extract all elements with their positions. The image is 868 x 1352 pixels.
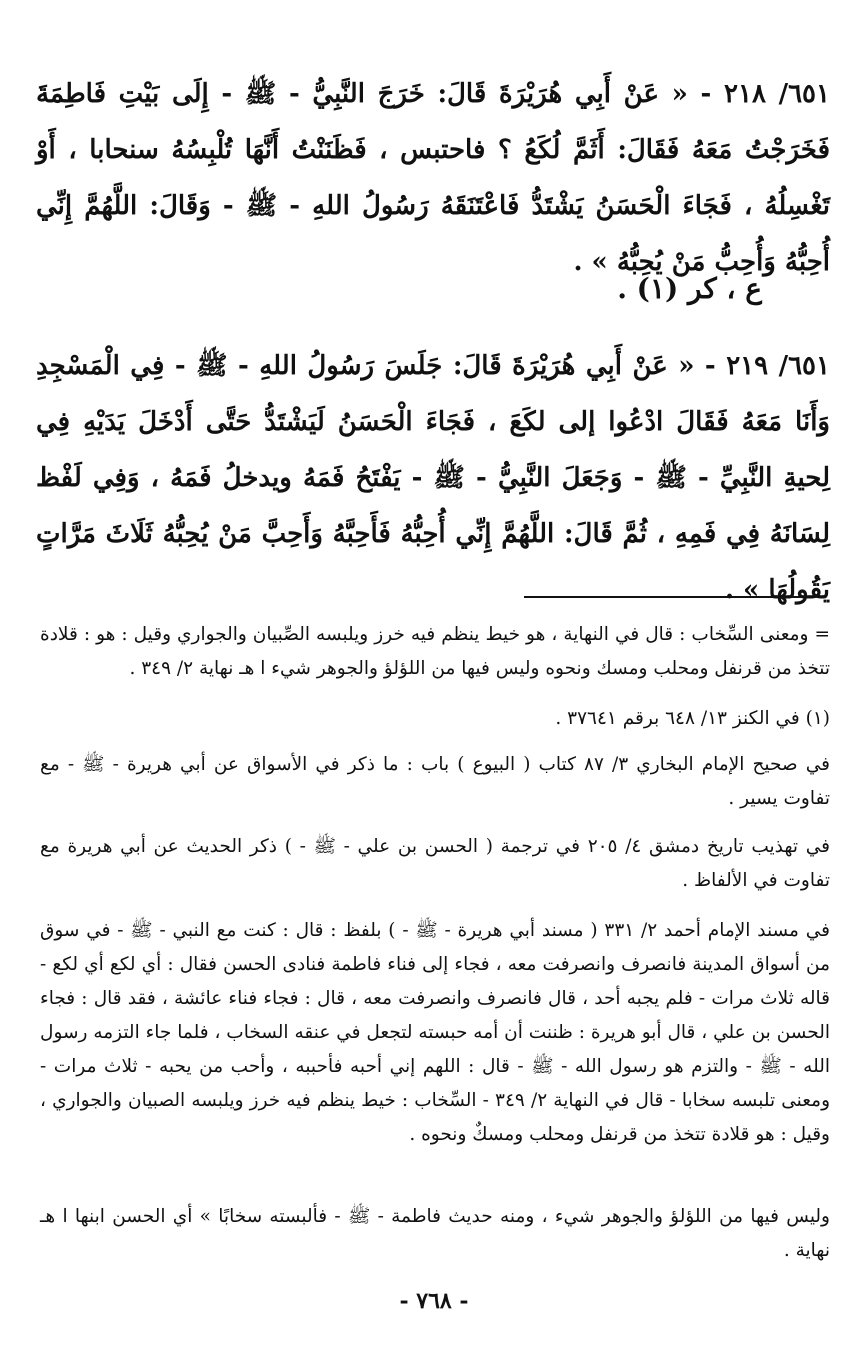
- footnote-musnad-ahmad: في مسند الإمام أحمد ٢/ ٣٣١ ( مسند أبي هريرة - ﷺ - ) بلفظ : قال : كنت مع النبي - ﷺ - في سوق من أسواق المدينة فانصرف وانصرفت معه ، فجاء إلى فناء فاطمة فنادى الحسن فقال : أي لكع أي لكع - قاله ثلاث مرات - فلم يجبه أحد ، قال فانصرف وانصرفت معه ، قال : فجاء فناء عائشة ، فقد قال : فجاء الحسن بن علي ، قال أبو هريرة : ظننت أن أمه حبسته لتجعل في عنقه السخاب ، فلما جاء التزمه رسول الله - ﷺ - والتزم هو رسول الله - ﷺ - قال : اللهم إني أحبه فأحببه ، وأحب من يحبه - ثلاث مرات - ومعنى تلبسه سخابا - قال في النهاية ٢/ ٣٤٩ - السِّخاب : خيط ينظم فيه خرز ويلبسه الصبيان والجواري ، وقيل : هو قلادة تتخذ من قرنفل ومحلب ومسكٌ ونحوه .: [40, 920, 831, 1145]
- footnote-bukhari: في صحيح الإمام البخاري ٣/ ٨٧ كتاب ( البيوع ) باب : ما ذكر في الأسواق عن أبي هريرة - ﷺ - مع تفاوت يسير .: [40, 754, 830, 809]
- footnote-1: (١) في الكنز ١٣/ ٦٤٨ برقم ٣٧٦٤١ .: [555, 708, 830, 729]
- footnote-nihaya: وليس فيها من اللؤلؤ والجوهر شيء ، ومنه حديث فاطمة - ﷺ - فألبسته سخابًا » أي الحسن ابنها ا هـ نهاية .: [40, 1206, 830, 1261]
- hadith-219: ٦٥١/ ٢١٩ - « عَنْ أَبِي هُرَيْرَةَ قَالَ: جَلَسَ رَسُولُ اللهِ - ﷺ - فِي الْمَسْجِدِ وَأَنَا مَعَهُ فَقَالَ ادْعُوا إلى لكَعَ ، فَجَاءَ الْحَسَنُ لَيَشْتَدُّ حَتَّى أَدْخَلَ يَدَيْهِ فِي لِحيةِ النَّبِيِّ - ﷺ - وَجَعَلَ النَّبِيُّ - ﷺ - يَفْتَحُ فَمَهُ ويدخلُ فَمَهُ ، وَفِي لَفْظ لِسَانَهُ فِي فَمِهِ ، ثُمَّ قَالَ: اللَّهُمَّ إِنِّي أُحِبُّهُ فَأَحِبَّهُ وَأَحِبَّ مَنْ يُحِبُّهُ ثَلَاثَ مَرَّاتٍ يَقُولُهَا » .: [36, 351, 830, 605]
- footnote-continuation: = ومعنى السِّخاب : قال في النهاية ، هو خيط ينظم فيه خرز ويلبسه الصِّبيان والجواري وقيل : هو : قلادة تتخذ من قرنفل ومحلب ومسك ونحوه وليس فيها من اللؤلؤ والجوهر شيء ا هـ نهاية ٢/ ٣٤٩ .: [40, 624, 830, 679]
- source-reference: ع ، كر (١) .: [617, 272, 762, 305]
- footnote-separator: [524, 596, 804, 598]
- footnote-tahdhib: في تهذيب تاريخ دمشق ٤/ ٢٠٥ في ترجمة ( الحسن بن علي - ﷺ - ) ذكر الحديث عن أبي هريرة مع تفاوت في الألفاظ .: [40, 836, 830, 891]
- hadith-218: ٦٥١/ ٢١٨ - « عَنْ أَبِي هُرَيْرَةَ قَالَ: خَرَجَ النَّبِيُّ - ﷺ - إِلَى بَيْتِ فَاطِمَةَ فَخَرَجْتُ مَعَهُ فَقَالَ: أَثَمَّ لُكَعُ ؟ فاحتبس ، فَظَنَنْتُ أَنَّهَا تُلْبِسُهُ سنحابا ، أَوْ تَغْسِلُهُ ، فَجَاءَ الْحَسَنُ يَشْتَدُّ فَاعْتَنَقَهُ رَسُولُ اللهِ - ﷺ - وَقَالَ: اللَّهُمَّ إِنِّي أُحِبُّهُ وَأُحِبُّ مَنْ يُحِبُّهُ » .: [36, 79, 830, 277]
- page-number: - ٧٦٨ -: [399, 1288, 469, 1314]
